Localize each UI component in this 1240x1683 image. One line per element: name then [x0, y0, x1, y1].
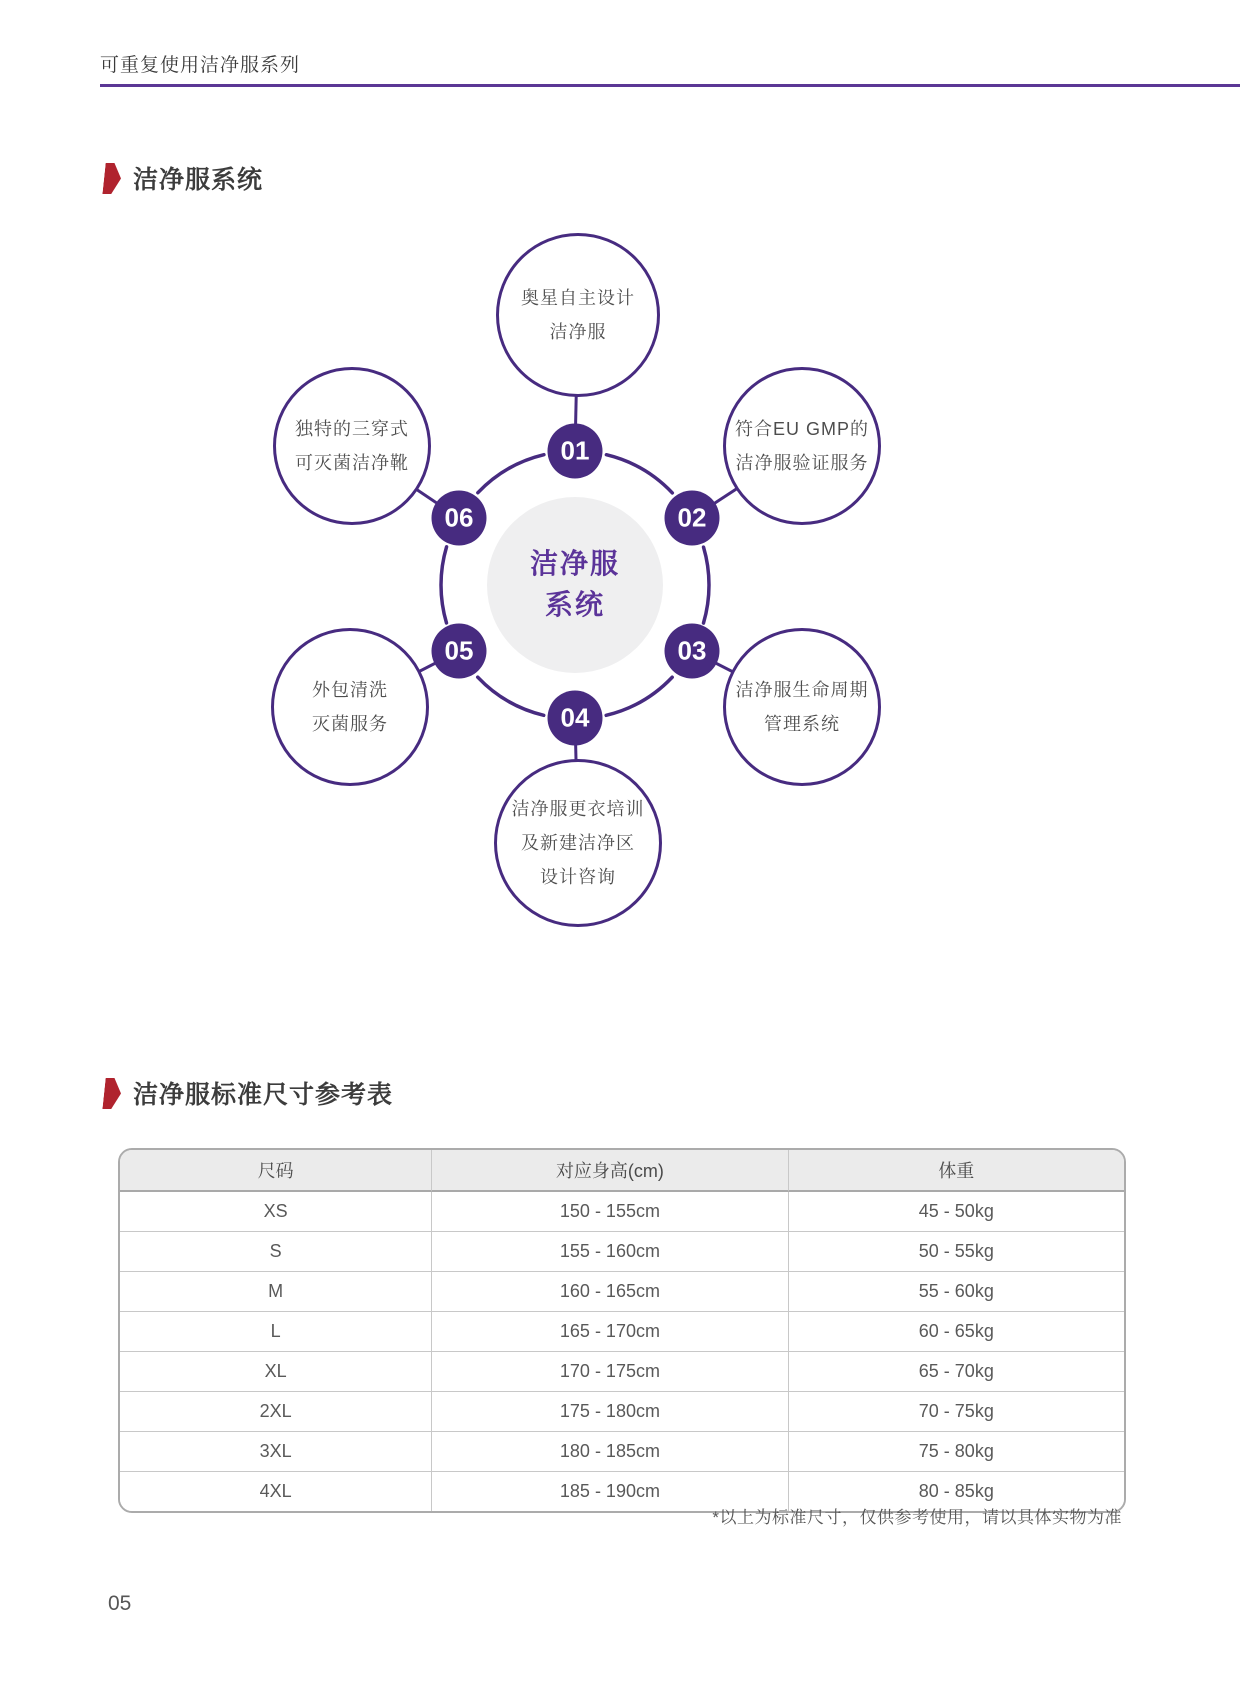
- bubble-04-line1: 洁净服更衣培训: [511, 798, 645, 819]
- diagram-center-circle: [487, 497, 663, 673]
- cleanroom-system-diagram: [225, 230, 925, 945]
- cell-size: 2XL: [120, 1392, 431, 1432]
- cell-size: S: [120, 1232, 431, 1272]
- diagram-bubble-01: [496, 233, 660, 397]
- cell-weight: 75 - 80kg: [788, 1432, 1124, 1472]
- bubble-05-line2: 灭菌服务: [312, 714, 388, 734]
- section-title-text: 洁净服系统: [133, 166, 264, 194]
- bubble-03-line2: 管理系统: [764, 714, 840, 734]
- cell-weight: 65 - 70kg: [788, 1352, 1124, 1392]
- table-row: [120, 1272, 1124, 1312]
- section-title-size-reference: [104, 1075, 393, 1111]
- cell-weight: 50 - 55kg: [788, 1232, 1124, 1272]
- cell-weight: 80 - 85kg: [788, 1472, 1124, 1511]
- cell-height: 160 - 165cm: [431, 1272, 787, 1312]
- cell-height: 165 - 170cm: [431, 1312, 787, 1352]
- size-table-header-row: [120, 1150, 1124, 1192]
- col-header-height: 对应身高(cm): [431, 1150, 787, 1192]
- table-row: [120, 1392, 1124, 1432]
- page-number: 05: [108, 1592, 132, 1615]
- diagram-bubble-02: [723, 367, 881, 525]
- diagram-node-02: 02: [665, 491, 720, 546]
- diagram-bubble-06: [273, 367, 431, 525]
- header-divider: [100, 84, 1240, 87]
- cell-weight: 70 - 75kg: [788, 1392, 1124, 1432]
- cell-size: 4XL: [120, 1472, 431, 1511]
- diagram-bubble-04: [494, 759, 662, 927]
- size-table: [120, 1150, 1124, 1511]
- red-flag-icon: [102, 163, 122, 194]
- cell-height: 180 - 185cm: [431, 1432, 787, 1472]
- diagram-bubble-05: [271, 628, 429, 786]
- bubble-05-line1: 外包清洗: [312, 679, 388, 700]
- bubble-06-line1: 独特的三穿式: [295, 418, 409, 439]
- cell-weight: 55 - 60kg: [788, 1272, 1124, 1312]
- table-row: [120, 1312, 1124, 1352]
- diagram-node-01: 01: [548, 424, 603, 479]
- bubble-04-line3: 设计咨询: [540, 867, 616, 888]
- cell-height: 175 - 180cm: [431, 1392, 787, 1432]
- cell-size: XS: [120, 1192, 431, 1232]
- table-row: [120, 1232, 1124, 1272]
- size-table-footnote: *以上为标准尺寸，仅供参考使用，请以具体实物为准: [712, 1508, 1122, 1527]
- table-row: [120, 1192, 1124, 1232]
- bubble-04-line2: 及新建洁净区: [521, 832, 635, 853]
- table-row: [120, 1352, 1124, 1392]
- size-table-container: [118, 1148, 1126, 1513]
- bubble-03-line1: 洁净服生命周期: [735, 679, 869, 700]
- cell-size: XL: [120, 1352, 431, 1392]
- bubble-02-line1: 符合EU GMP的: [734, 418, 869, 439]
- diagram-node-06: 06: [432, 491, 487, 546]
- bubble-06-line2: 可灭菌洁净靴: [295, 453, 409, 473]
- diagram-node-04: 04: [548, 691, 603, 746]
- center-label-line1: 洁净服: [529, 548, 620, 580]
- diagram-node-03: 03: [665, 624, 720, 679]
- diagram-node-05: 05: [432, 624, 487, 679]
- cell-height: 150 - 155cm: [431, 1192, 787, 1232]
- cell-size: L: [120, 1312, 431, 1352]
- cell-size: M: [120, 1272, 431, 1312]
- cell-weight: 45 - 50kg: [788, 1192, 1124, 1232]
- cell-size: 3XL: [120, 1432, 431, 1472]
- red-flag-icon: [102, 1078, 122, 1109]
- table-row: [120, 1432, 1124, 1472]
- cell-height: 155 - 160cm: [431, 1232, 787, 1272]
- col-header-size: 尺码: [120, 1150, 431, 1192]
- bubble-02-line2: 洁净服验证服务: [735, 453, 869, 473]
- cell-weight: 60 - 65kg: [788, 1312, 1124, 1352]
- bubble-01-line1: 奥星自主设计: [521, 287, 635, 308]
- diagram-bubble-03: [723, 628, 881, 786]
- section-title-text: 洁净服标准尺寸参考表: [133, 1081, 394, 1109]
- col-header-weight: 体重: [788, 1150, 1124, 1192]
- section-title-cleanroom-garment-system: [104, 160, 263, 196]
- cell-height: 170 - 175cm: [431, 1352, 787, 1392]
- cell-height: 185 - 190cm: [431, 1472, 787, 1511]
- document-header-title: 可重复使用洁净服系列: [100, 55, 301, 76]
- center-label-line2: 系统: [544, 589, 605, 620]
- bubble-01-line2: 洁净服: [549, 322, 607, 342]
